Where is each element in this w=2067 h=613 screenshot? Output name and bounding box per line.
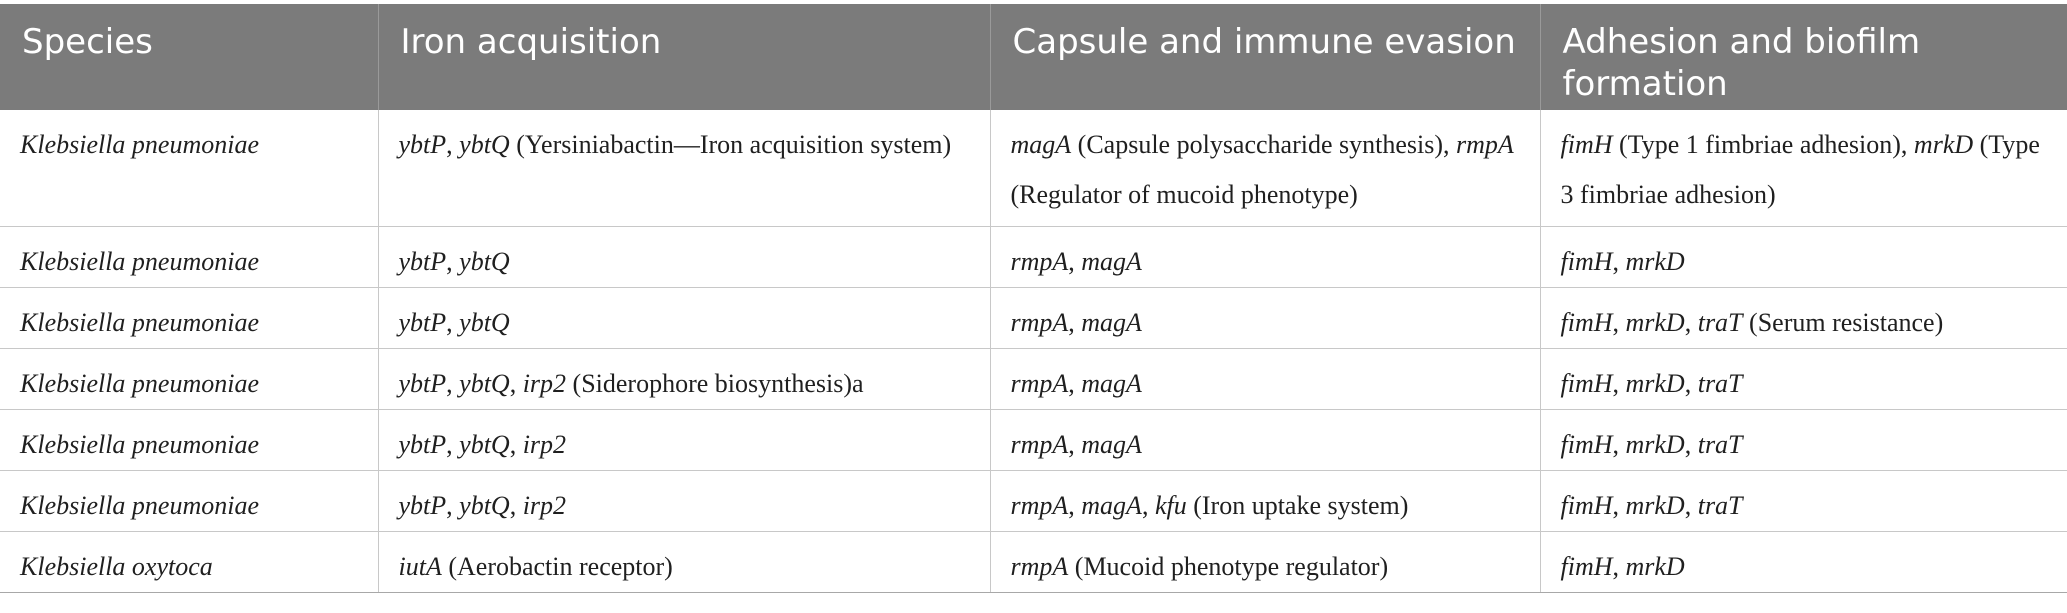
cell-text: (Type 1 fimbriae adhesion), xyxy=(1612,130,1914,159)
cell-text: , xyxy=(1068,490,1082,520)
cell-text: , xyxy=(1684,429,1698,459)
cell-text: , xyxy=(446,307,460,337)
gene-name: ybtQ xyxy=(459,307,510,337)
iron-acquisition-cell xyxy=(378,287,990,348)
table-header xyxy=(0,4,2067,110)
cell-text: (Capsule polysaccharide synthesis), xyxy=(1071,130,1457,159)
virulence-factor-table xyxy=(0,4,2067,593)
table-body xyxy=(0,110,2067,592)
cell-text: , xyxy=(446,246,460,276)
gene-name: rmpA xyxy=(1010,246,1069,276)
cell-text: , xyxy=(1068,429,1082,459)
header-row xyxy=(0,4,2067,110)
cell-text: , xyxy=(446,429,460,459)
gene-name: fimH xyxy=(1560,368,1613,398)
header-capsule-immune-evasion: Capsule and immune evasion xyxy=(990,4,1540,110)
table-row xyxy=(0,110,2067,226)
table-row xyxy=(0,531,2067,592)
cell-text: (Siderophore biosynthesis)a xyxy=(566,368,864,398)
gene-name: fimH xyxy=(1560,246,1613,276)
capsule-immune-evasion-cell xyxy=(990,287,1540,348)
gene-name: ybtP xyxy=(398,490,447,520)
gene-name: traT xyxy=(1697,368,1743,398)
gene-name: irp2 xyxy=(522,490,567,520)
iron-acquisition-cell xyxy=(378,409,990,470)
gene-name: rmpA xyxy=(1010,429,1069,459)
gene-name: fimH xyxy=(1560,429,1613,459)
cell-text: (Type 3 fimbriae adhesion) xyxy=(1560,130,2040,209)
gene-name: Klebsiella pneumoniae xyxy=(20,130,260,159)
gene-name: Klebsiella pneumoniae xyxy=(20,429,260,459)
adhesion-biofilm-cell xyxy=(1540,110,2067,226)
gene-name: mrkD xyxy=(1625,551,1685,581)
gene-name: ybtQ xyxy=(459,429,510,459)
iron-acquisition-cell xyxy=(378,470,990,531)
gene-name: ybtP xyxy=(398,246,447,276)
gene-name: irp2 xyxy=(522,429,567,459)
cell-text: , xyxy=(446,490,460,520)
gene-name: Klebsiella pneumoniae xyxy=(20,490,260,520)
gene-name: rmpA xyxy=(1010,490,1069,520)
gene-name: rmpA xyxy=(1456,130,1514,159)
capsule-immune-evasion-cell xyxy=(990,110,1540,226)
cell-text: , xyxy=(1141,490,1155,520)
gene-name: rmpA xyxy=(1010,551,1069,581)
gene-name: traT xyxy=(1697,490,1743,520)
iron-acquisition-cell xyxy=(378,226,990,287)
gene-name: ybtQ xyxy=(459,368,510,398)
gene-name: rmpA xyxy=(1010,307,1069,337)
gene-name: magA xyxy=(1081,368,1142,398)
cell-text: , xyxy=(1684,490,1698,520)
cell-text: , xyxy=(1612,368,1626,398)
capsule-immune-evasion-cell xyxy=(990,409,1540,470)
gene-name: fimH xyxy=(1560,307,1613,337)
cell-text: , xyxy=(509,429,523,459)
gene-name: mrkD xyxy=(1625,429,1685,459)
iron-acquisition-cell xyxy=(378,348,990,409)
cell-text: , xyxy=(1612,307,1626,337)
gene-name: Klebsiella pneumoniae xyxy=(20,246,260,276)
cell-text: (Mucoid phenotype regulator) xyxy=(1068,551,1389,581)
gene-name: mrkD xyxy=(1625,490,1685,520)
table-row xyxy=(0,226,2067,287)
adhesion-biofilm-cell xyxy=(1540,470,2067,531)
species-cell xyxy=(0,470,378,531)
species-cell xyxy=(0,409,378,470)
cell-text: , xyxy=(1612,551,1626,581)
cell-text: , xyxy=(1684,307,1698,337)
adhesion-biofilm-cell xyxy=(1540,287,2067,348)
gene-name: Klebsiella oxytoca xyxy=(20,551,213,581)
cell-text: , xyxy=(1068,307,1082,337)
gene-name: mrkD xyxy=(1625,368,1685,398)
gene-name: ybtQ xyxy=(459,246,510,276)
cell-text: (Serum resistance) xyxy=(1742,307,1944,337)
gene-name: mrkD xyxy=(1625,246,1685,276)
capsule-immune-evasion-cell xyxy=(990,531,1540,592)
gene-name: ybtP xyxy=(398,429,447,459)
cell-text: , xyxy=(1612,490,1626,520)
adhesion-biofilm-cell xyxy=(1540,531,2067,592)
cell-text: , xyxy=(1612,429,1626,459)
capsule-immune-evasion-cell xyxy=(990,226,1540,287)
gene-name: traT xyxy=(1697,307,1743,337)
species-cell xyxy=(0,226,378,287)
header-species: Species xyxy=(0,4,378,110)
cell-text: (Yersiniabactin—Iron acquisition system) xyxy=(509,130,952,159)
gene-name: mrkD xyxy=(1625,307,1685,337)
cell-text: , xyxy=(446,368,460,398)
gene-name: fimH xyxy=(1560,130,1613,159)
gene-name: ybtQ xyxy=(459,490,510,520)
gene-name: magA xyxy=(1081,429,1142,459)
capsule-immune-evasion-cell xyxy=(990,470,1540,531)
gene-name: rmpA xyxy=(1010,368,1069,398)
gene-name: traT xyxy=(1697,429,1743,459)
adhesion-biofilm-cell xyxy=(1540,409,2067,470)
cell-text: , xyxy=(1068,246,1082,276)
cell-text: (Iron uptake system) xyxy=(1186,490,1409,520)
cell-text: (Regulator of mucoid phenotype) xyxy=(1010,180,1358,209)
gene-name: ybtP xyxy=(398,130,447,159)
cell-text: , xyxy=(1684,368,1698,398)
adhesion-biofilm-cell xyxy=(1540,226,2067,287)
gene-name: iutA xyxy=(398,551,442,581)
cell-text: , xyxy=(509,368,523,398)
species-cell xyxy=(0,287,378,348)
gene-name: Klebsiella pneumoniae xyxy=(20,368,260,398)
header-adhesion-biofilm: Adhesion and biofilm formation xyxy=(1540,4,2067,110)
table-row xyxy=(0,409,2067,470)
gene-name: ybtP xyxy=(398,368,447,398)
gene-name: mrkD xyxy=(1913,130,1974,159)
cell-text: , xyxy=(1068,368,1082,398)
table-row xyxy=(0,470,2067,531)
cell-text: , xyxy=(1612,246,1626,276)
table-row xyxy=(0,348,2067,409)
adhesion-biofilm-cell xyxy=(1540,348,2067,409)
gene-name: fimH xyxy=(1560,490,1613,520)
iron-acquisition-cell xyxy=(378,110,990,226)
table-row xyxy=(0,287,2067,348)
gene-name: kfu xyxy=(1154,490,1187,520)
gene-name: ybtQ xyxy=(459,130,510,159)
gene-name: ybtP xyxy=(398,307,447,337)
gene-name: magA xyxy=(1010,130,1072,159)
gene-name: Klebsiella pneumoniae xyxy=(20,307,260,337)
species-cell xyxy=(0,110,378,226)
cell-text: , xyxy=(446,130,460,159)
cell-text: (Aerobactin receptor) xyxy=(441,551,673,581)
species-cell xyxy=(0,348,378,409)
species-cell xyxy=(0,531,378,592)
header-iron-acquisition: Iron acquisition xyxy=(378,4,990,110)
iron-acquisition-cell xyxy=(378,531,990,592)
gene-name: magA xyxy=(1081,307,1142,337)
gene-name: fimH xyxy=(1560,551,1613,581)
capsule-immune-evasion-cell xyxy=(990,348,1540,409)
cell-text: , xyxy=(509,490,523,520)
gene-name: magA xyxy=(1081,490,1142,520)
gene-name: irp2 xyxy=(522,368,567,398)
gene-name: magA xyxy=(1081,246,1142,276)
